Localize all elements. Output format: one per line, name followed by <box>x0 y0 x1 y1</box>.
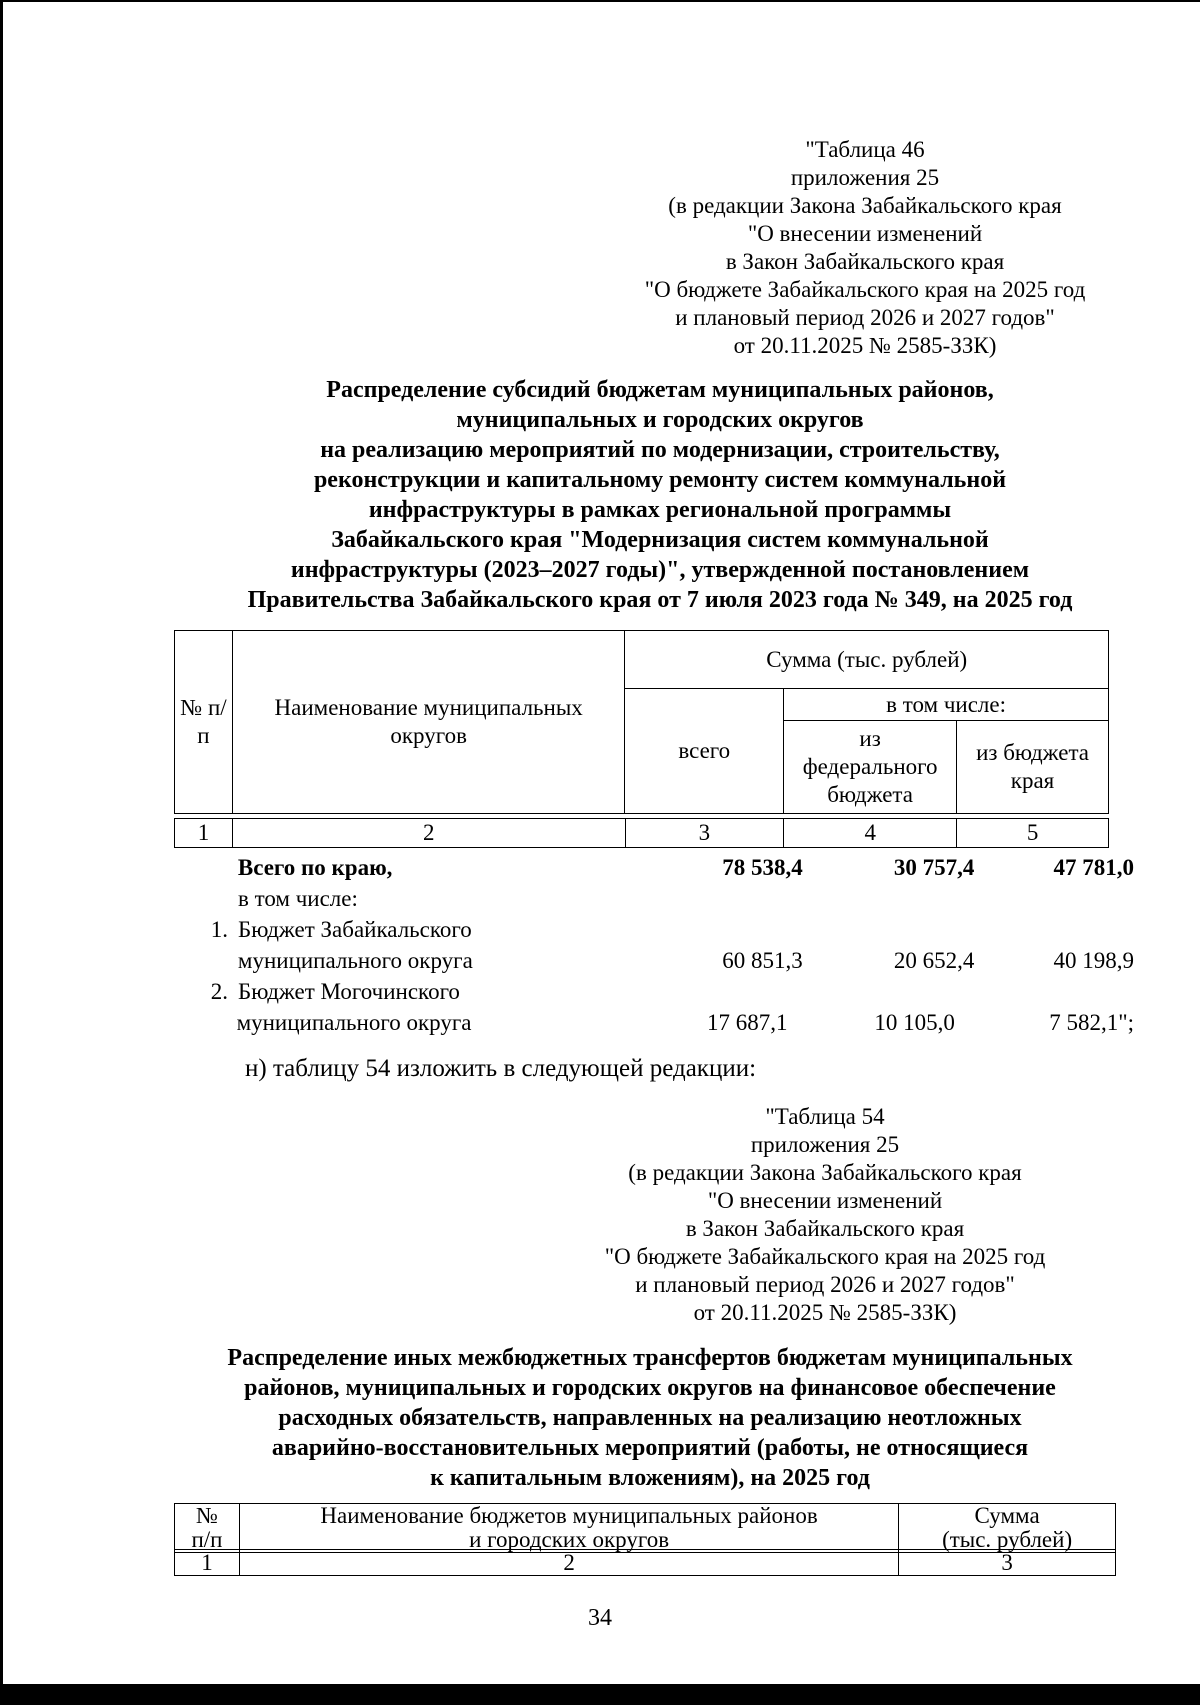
table46-title <box>160 375 1160 615</box>
title-line: Правительства Забайкальского края от 7 июля 2023 года № 349, на 2025 год <box>247 587 1073 613</box>
title-line: инфраструктуры (2023–2027 годы)", утвержденной постановлением <box>290 557 1030 583</box>
total-all: 78 538,4 <box>722 855 803 880</box>
table-row <box>174 945 1134 976</box>
row-region: 40 198,9 <box>1053 948 1134 973</box>
header-name-line: и городских округов <box>469 1527 670 1552</box>
scan-edge-left <box>0 0 3 1690</box>
header-sum <box>899 1504 1116 1553</box>
row-name: муниципального округа <box>237 948 473 973</box>
title-line: Распределение иных межбюджетных трансфертов бюджетам муниципальных <box>227 1345 1073 1371</box>
title-line: аварийно-восстановительных мероприятий (работы, не относящиеся <box>271 1435 1029 1461</box>
including-row <box>174 883 1134 914</box>
scan-edge-bottom <box>0 1684 1200 1705</box>
header-no <box>175 1504 240 1553</box>
header-no-line: № <box>195 1503 218 1528</box>
row-number: 2. <box>210 979 228 1004</box>
header-no: № п/п <box>175 631 233 814</box>
header-sum-line: Сумма <box>974 1503 1040 1528</box>
row-total: 17 687,1 <box>706 1010 788 1035</box>
ref-line: "О внесении изменений <box>747 221 983 246</box>
table-row <box>174 914 1134 945</box>
header-name: Наименование муниципальных округов <box>232 631 625 814</box>
total-label: Всего по краю, <box>237 855 393 880</box>
title-line: расходных обязательств, направленных на реализацию неотложных <box>278 1405 1022 1431</box>
row-number: 1. <box>210 917 228 942</box>
header-region: из бюджета края <box>957 721 1109 814</box>
column-number: 2 <box>232 819 625 848</box>
title-line: к капитальным вложениям), на 2025 год <box>430 1465 870 1491</box>
column-number: 3 <box>625 819 784 848</box>
table46-header <box>174 630 1109 814</box>
page-number: 34 <box>588 1605 612 1631</box>
header-federal: из федерального бюджета <box>784 721 957 814</box>
total-region: 47 781,0 <box>1053 855 1134 880</box>
header-including: в том числе: <box>784 689 1109 721</box>
header-sum: Сумма (тыс. рублей) <box>625 631 1109 689</box>
amendment-paragraph: н) таблицу 54 изложить в следующей редакции: <box>245 1055 757 1082</box>
row-name: муниципального округа <box>236 1010 472 1035</box>
ref-line: и плановый период 2026 и 2027 годов" <box>675 305 1055 330</box>
title-line: Распределение субсидий бюджетам муниципальных районов, <box>326 377 994 403</box>
title-line: районов, муниципальных и городских округов на финансовое обеспечение <box>244 1375 1056 1401</box>
ref-line: от 20.11.2025 № 2585-ЗЗК) <box>693 1300 957 1325</box>
table54-column-numbers <box>174 1549 1116 1576</box>
row-federal: 10 105,0 <box>874 1010 955 1035</box>
column-number: 5 <box>957 819 1109 848</box>
table-row <box>174 1007 1134 1038</box>
header-sum-line: (тыс. рублей) <box>942 1527 1073 1552</box>
ref-line: "О бюджете Забайкальского края на 2025 год <box>644 277 1086 302</box>
table54-reference <box>560 1103 1090 1327</box>
title-line: реконструкции и капитальному ремонту систем коммунальной <box>313 467 1007 493</box>
header-no-line: п/п <box>191 1527 223 1552</box>
ref-line: (в редакции Закона Забайкальского края <box>628 1160 1022 1185</box>
row-region: 7 582,1"; <box>1049 1010 1134 1035</box>
total-federal: 30 757,4 <box>893 855 975 880</box>
row-name: Бюджет Могочинского <box>238 979 460 1004</box>
column-number: 2 <box>239 1550 898 1576</box>
ref-line: "Таблица 46 <box>805 137 925 162</box>
column-number: 1 <box>175 1550 240 1576</box>
table46-column-numbers <box>174 818 1109 848</box>
total-row <box>174 852 1134 883</box>
ref-line: "О бюджете Забайкальского края на 2025 год <box>604 1244 1046 1269</box>
column-number: 4 <box>784 819 957 848</box>
header-name <box>239 1504 898 1553</box>
header-total: всего <box>625 689 784 814</box>
row-federal: 20 652,4 <box>893 948 975 973</box>
scan-edge-top <box>0 0 1200 2</box>
table54-header <box>174 1503 1116 1553</box>
including-label: в том числе: <box>238 886 358 911</box>
ref-line: приложения 25 <box>750 1132 900 1157</box>
title-line: Забайкальского края "Модернизация систем коммунальной <box>331 527 989 553</box>
ref-line: "Таблица 54 <box>765 1104 885 1129</box>
ref-line: в Закон Забайкальского края <box>725 249 1005 274</box>
column-number: 3 <box>899 1550 1116 1576</box>
ref-line: и плановый период 2026 и 2027 годов" <box>635 1272 1015 1297</box>
table-row <box>174 976 1134 1007</box>
table46-reference <box>600 136 1130 360</box>
table54-title <box>150 1343 1150 1493</box>
header-name-line: Наименование бюджетов муниципальных районов <box>320 1503 818 1528</box>
ref-line: от 20.11.2025 № 2585-ЗЗК) <box>733 333 997 358</box>
row-total: 60 851,3 <box>722 948 803 973</box>
ref-line: "О внесении изменений <box>707 1188 943 1213</box>
row-name: Бюджет Забайкальского <box>238 917 472 942</box>
table46-body <box>174 852 1134 1038</box>
ref-line: приложения 25 <box>790 165 940 190</box>
title-line: на реализацию мероприятий по модернизации, строительству, <box>320 437 1000 463</box>
ref-line: в Закон Забайкальского края <box>685 1216 965 1241</box>
ref-line: (в редакции Закона Забайкальского края <box>668 193 1062 218</box>
column-number: 1 <box>175 819 233 848</box>
title-line: инфраструктуры в рамках региональной программы <box>368 497 952 523</box>
title-line: муниципальных и городских округов <box>456 407 864 433</box>
